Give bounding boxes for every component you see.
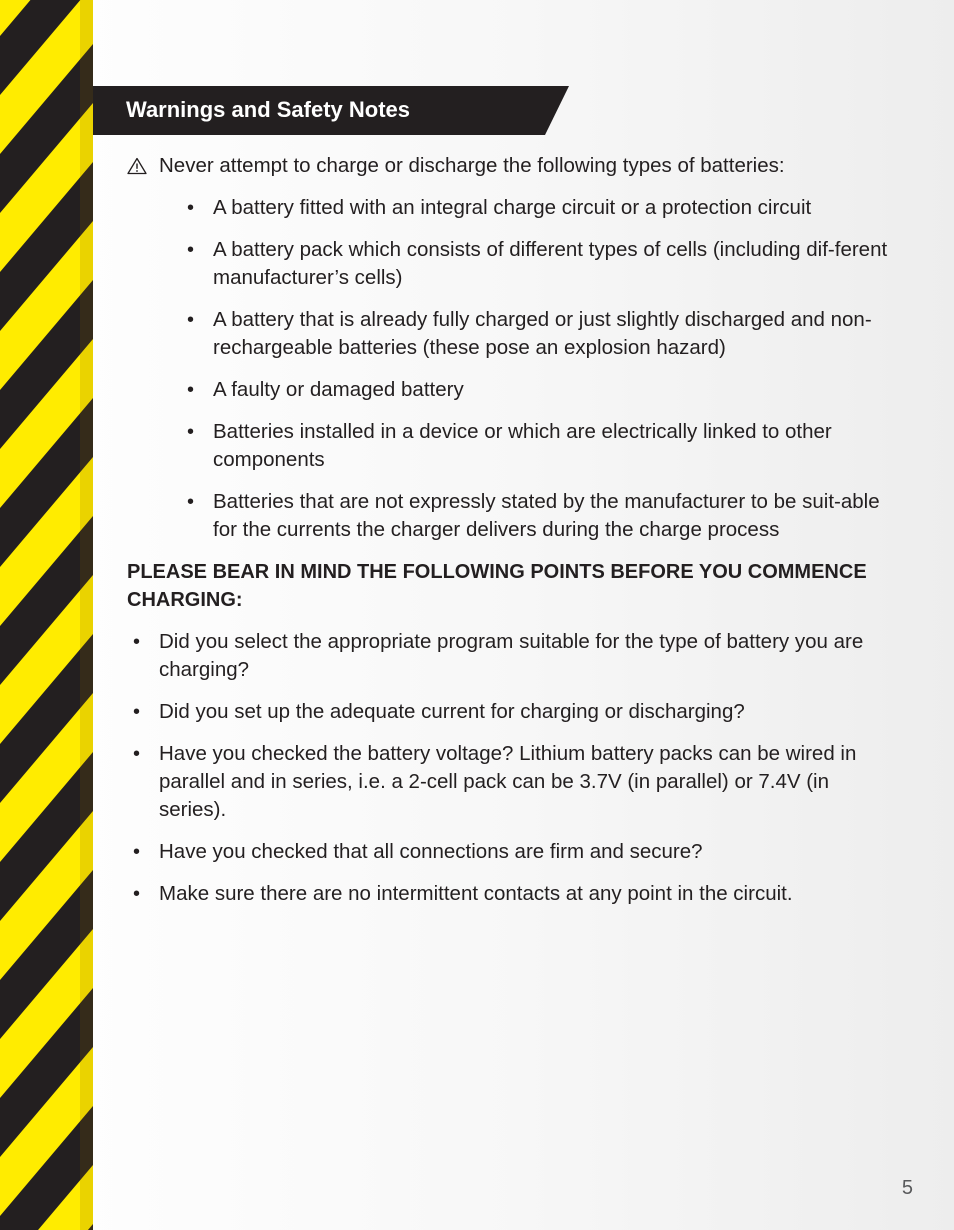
bullet-icon: • [187,421,195,443]
hazard-stripe-band [0,0,93,1230]
page-number: 5 [901,1177,913,1199]
battery-type-list [127,194,889,544]
section-title: Warnings and Safety Notes [126,97,411,122]
list-item: • A battery pack which consists of different types of cells (including dif-ferent manufacturer’s cells) [187,238,888,289]
bullet-icon: • [133,883,141,905]
warning-triangle-icon [127,157,147,175]
hazard-stripe-graphic [0,0,93,1230]
bullet-icon: • [187,239,195,261]
list-item: • A faulty or damaged battery [213,376,889,404]
page-content [127,152,889,922]
warning-text: Never attempt to charge or discharge the following types of batteries: [159,154,785,177]
checklist-heading: PLEASE BEAR IN MIND THE FOLLOWING POINTS BEFORE YOU COMMENCE CHARGING: [127,561,867,611]
checklist [127,628,889,908]
list-item: • Did you set up the adequate current for charging or discharging? [159,698,889,726]
bullet-icon: • [133,841,141,863]
bullet-icon: • [187,309,195,331]
warning-statement [127,152,889,180]
list-item: • Batteries installed in a device or which are electrically linked to other components [187,420,832,471]
list-item: • A battery fitted with an integral charge circuit or a protection circuit [213,194,889,222]
bullet-icon: • [133,631,141,653]
bullet-icon: • [187,491,195,513]
bullet-icon: • [187,379,195,401]
bullet-icon: • [133,701,141,723]
bullet-icon: • [133,743,141,765]
list-item: • Did you select the appropriate program suitable for the type of battery you are charging? [133,630,864,681]
list-item: • Make sure there are no intermittent contacts at any point in the circuit. [159,880,889,908]
list-item: • Have you checked that all connections are firm and secure? [159,838,889,866]
list-item: • Have you checked the battery voltage? Lithium battery packs can be wired in parallel and in series, i.e. a 2-cell pack can be 3.7V (in parallel) or 7.4V (in series). [133,742,857,821]
bullet-icon: • [187,197,195,219]
list-item: • Batteries that are not expressly stated by the manufacturer to be suit-able for the currents the charger delivers during the charge process [187,490,880,541]
section-banner [93,86,569,135]
list-item: • A battery that is already fully charged or just slightly discharged and non-rechargeable batteries (these pose an explosion hazard) [187,308,872,359]
